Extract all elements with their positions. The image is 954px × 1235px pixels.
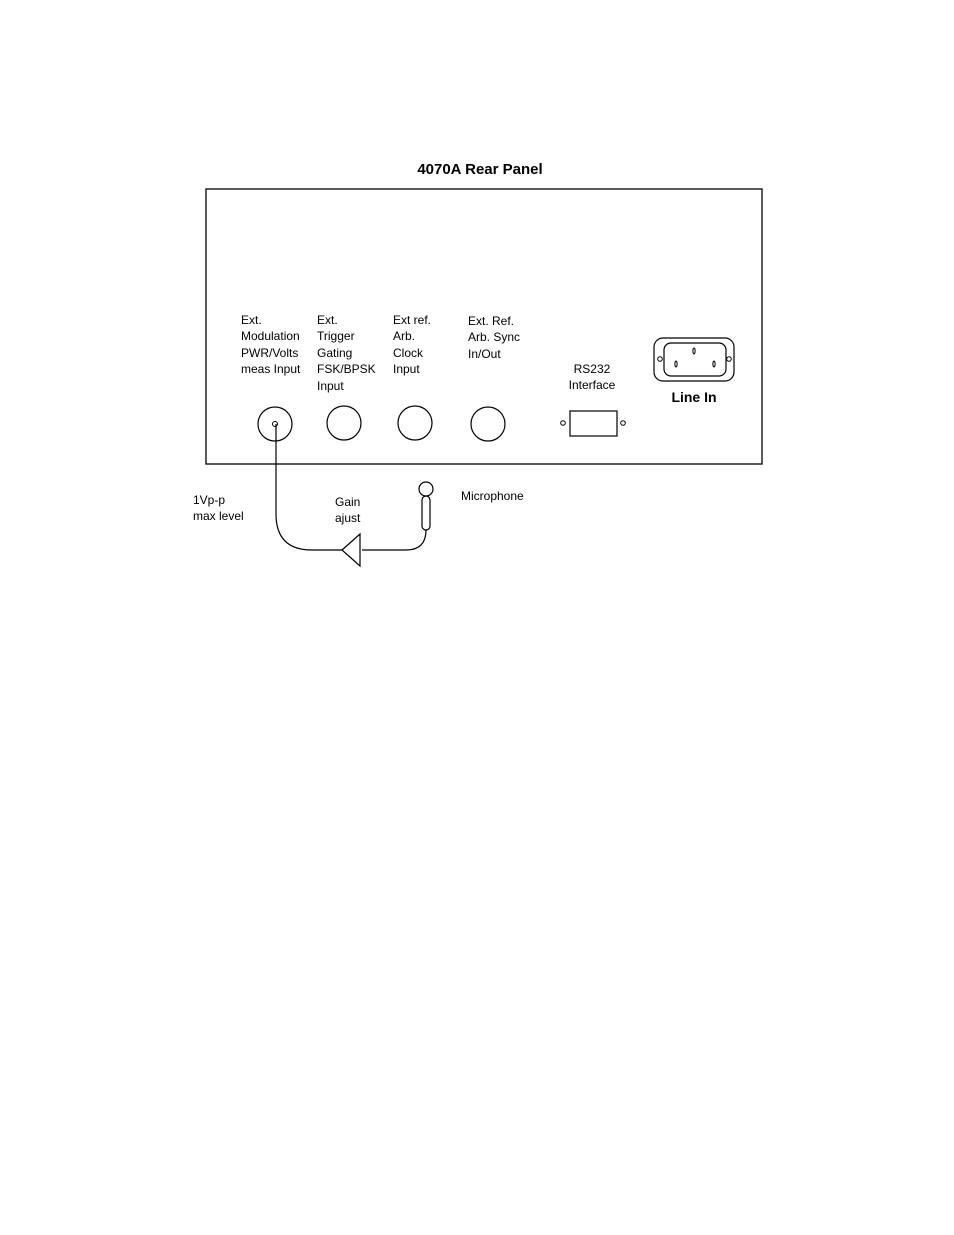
ext-modulation-label: Ext. Modulation PWR/Volts meas Input <box>241 313 301 377</box>
rs232-connector <box>561 411 626 436</box>
microphone-label: Microphone <box>461 489 524 503</box>
microphone-to-amplifier-wire <box>362 530 426 550</box>
line-in-power-connector <box>654 338 734 381</box>
rs232-label: RS232 Interface <box>568 362 616 393</box>
ext-trigger-label: Ext. Trigger Gating FSK/BPSK Input <box>317 313 376 393</box>
line-in-label: Line In <box>671 389 717 405</box>
microphone-symbol <box>419 482 433 530</box>
ext-ref-arb-clock-connector <box>398 406 432 440</box>
gain-amplifier-symbol <box>342 534 360 566</box>
diagram-title: 4070A Rear Panel <box>417 161 543 178</box>
ext-ref-arb-sync-label: Ext. Ref. Arb. Sync In/Out <box>468 314 521 361</box>
gain-label: Gain ajust <box>335 495 361 526</box>
level-note-label: 1Vp-p max level <box>193 493 244 524</box>
ext-modulation-connector <box>258 407 292 441</box>
ext-trigger-connector <box>327 406 361 440</box>
ext-ref-arb-sync-connector <box>471 407 505 441</box>
ext-ref-arb-clock-label: Ext ref. Arb. Clock Input <box>393 313 432 377</box>
amplifier-to-input-wire <box>276 424 342 550</box>
